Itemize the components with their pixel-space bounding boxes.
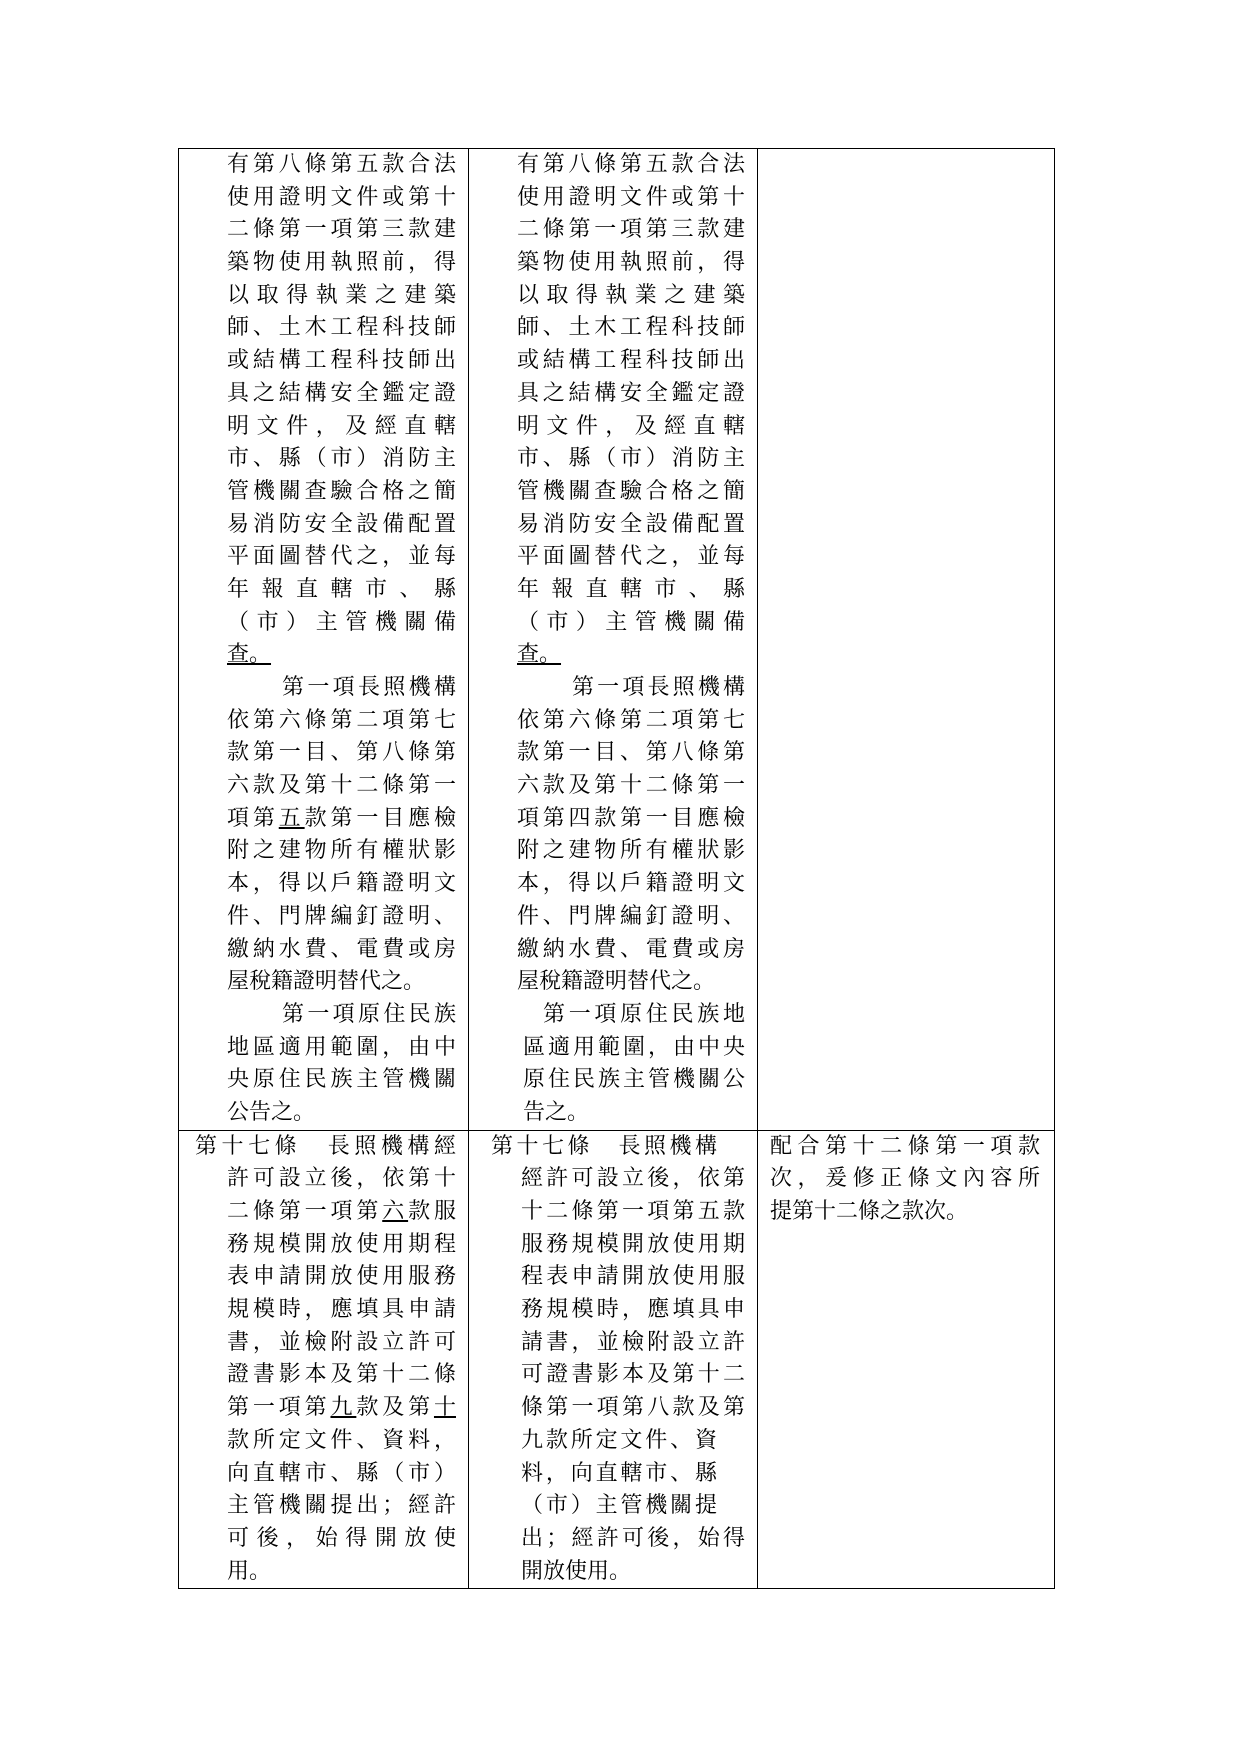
text-line: 原住民族主管機關公 (523, 1067, 745, 1093)
text-line: 明文件，及經直轄 (227, 413, 456, 439)
text-line: 易消防安全設備配置 (227, 511, 456, 537)
text-line: 件、門牌編釘證明、 (227, 903, 456, 929)
text-line: （市）主管機關備 (517, 609, 745, 635)
text-line: 證書影本及第十二條 (227, 1362, 456, 1388)
amended-text-cell (179, 1130, 469, 1589)
text-line: 書，並檢附設立許可 (227, 1329, 456, 1355)
text-line: 依第六條第二項第七 (227, 707, 456, 733)
text-line: 次，爰修正條文內容所 (770, 1166, 1040, 1192)
text-line: 本，得以戶籍證明文 (227, 871, 456, 897)
paragraph-start-line: 第一項長照機構 (282, 675, 456, 700)
current-text-cell (469, 1130, 758, 1589)
text-line: 主管機關提出；經許 (227, 1493, 456, 1519)
amended-underline: 九 (330, 1395, 357, 1421)
paragraph-start-line: 第一項長照機構 (572, 675, 745, 700)
text-line: 師、土木工程科技師 (517, 315, 745, 341)
text-line: 九款所定文件、資 (521, 1427, 717, 1453)
text-line: 料，向直轄市、縣 (521, 1460, 717, 1486)
text-line: 地區適用範圍，由中 (227, 1034, 456, 1060)
text-line: 二條第一項第三款建 (227, 217, 456, 243)
text-line: 有第八條第五款合法 (517, 152, 745, 177)
paragraph-start-line: 第一項原住民族地 (543, 1001, 745, 1027)
amendment-comparison-table (178, 148, 1055, 1589)
text-line: 師、土木工程科技師 (227, 315, 456, 341)
table-row (179, 149, 1055, 1131)
text-line: 平面圖替代之，並每 (517, 544, 745, 570)
text-line: 築物使用執照前，得 (517, 250, 745, 276)
text-line: 條第一項第八款及第 (521, 1395, 745, 1421)
text-line: 向直轄市、縣（市） (227, 1460, 456, 1486)
text-line: 或結構工程科技師出 (517, 348, 745, 374)
text-line: 屋稅籍證明替代之。 (517, 969, 716, 995)
text-line: 許可設立後，依第十 (227, 1166, 456, 1192)
text-line: 管機關查驗合格之簡 (517, 478, 745, 504)
amended-underline: 五 (278, 805, 305, 831)
amended-underline: 十 (433, 1395, 456, 1421)
text-line: 繳納水費、電費或房 (227, 936, 456, 962)
text-line: 附之建物所有權狀影 (227, 838, 456, 864)
text-line: 區適用範圍，由中央 (523, 1034, 745, 1060)
text-line: 繳納水費、電費或房 (517, 936, 745, 962)
article-heading-line: 第十七條 長照機構 (491, 1133, 717, 1159)
amended-text-cell (179, 149, 469, 1131)
text-line: 可後，始得開放使 (227, 1525, 456, 1551)
paragraph-start-line: 第一項原住民族 (282, 1001, 456, 1027)
text-line: 表申請開放使用服務 (227, 1264, 456, 1290)
text-line: 依第六條第二項第七 (517, 707, 745, 733)
current-text-cell (469, 149, 758, 1131)
text-line: 件、門牌編釘證明、 (517, 903, 745, 929)
text-line: 使用證明文件或第十 (227, 184, 456, 210)
text-line: 務規模時，應填具申 (521, 1297, 745, 1323)
text-line: （市）主管機關備 (227, 609, 456, 635)
text-line: 管機關查驗合格之簡 (227, 478, 456, 504)
article-heading-line: 第十七條 長照機構經 (195, 1133, 456, 1159)
text-line: 或結構工程科技師出 (227, 348, 456, 374)
text-line: 配合第十二條第一項款 (770, 1133, 1040, 1159)
table-row (179, 1130, 1055, 1589)
text-line: 程表申請開放使用服 (521, 1264, 745, 1290)
amended-underline: 六 (382, 1199, 409, 1224)
text-line: （市）主管機關提 (521, 1493, 717, 1519)
text-line: 公告之。 (227, 1099, 316, 1125)
text-line: 開放使用。 (521, 1558, 632, 1584)
text-line: 以取得執業之建築 (517, 282, 745, 308)
text-line: 提第十二條之款次。 (770, 1199, 969, 1224)
text-line: 有第八條第五款合法 (227, 152, 456, 177)
explanation-cell (758, 149, 1055, 1131)
text-line: 查。 (227, 642, 272, 668)
text-line: 項第五款第一目應檢 (227, 805, 456, 831)
text-line: 可證書影本及第十二 (521, 1362, 745, 1388)
text-line: 務規模開放使用期程 (227, 1231, 456, 1257)
text-line: 款第一目、第八條第 (227, 740, 456, 766)
text-line: 屋稅籍證明替代之。 (227, 969, 426, 995)
text-line: 用。 (227, 1558, 272, 1584)
text-line: 央原住民族主管機關 (227, 1067, 456, 1093)
explanation-cell (758, 1130, 1055, 1589)
text-line: 項第四款第一目應檢 (517, 805, 745, 831)
text-line: 出；經許可後，始得 (521, 1525, 745, 1551)
text-line: 規模時，應填具申請 (227, 1297, 456, 1323)
text-line: 二條第一項第六款服 (227, 1199, 456, 1224)
text-line: 款所定文件、資料， (227, 1427, 456, 1453)
text-line: 服務規模開放使用期 (521, 1231, 745, 1257)
text-line: 六款及第十二條第一 (227, 773, 456, 799)
text-line: 二條第一項第三款建 (517, 217, 745, 243)
text-line: 以取得執業之建築 (227, 282, 456, 308)
text-line: 年報直轄市、縣 (227, 576, 456, 602)
text-line: 易消防安全設備配置 (517, 511, 745, 537)
text-line: 查。 (517, 642, 562, 668)
text-line: 第一項第九款及第十 (227, 1395, 456, 1421)
text-line: 具之結構安全鑑定證 (517, 380, 745, 406)
text-line: 使用證明文件或第十 (517, 184, 745, 210)
text-line: 經許可設立後，依第 (521, 1166, 745, 1192)
text-line: 明文件，及經直轄 (517, 413, 745, 439)
text-line: 六款及第十二條第一 (517, 773, 745, 799)
text-line: 本，得以戶籍證明文 (517, 871, 745, 897)
text-line: 平面圖替代之，並每 (227, 544, 456, 570)
text-line: 市、縣（市）消防主 (517, 446, 745, 472)
text-line: 款第一目、第八條第 (517, 740, 745, 766)
text-line: 告之。 (523, 1099, 590, 1125)
text-line: 築物使用執照前，得 (227, 250, 456, 276)
text-line: 請書，並檢附設立許 (521, 1329, 745, 1355)
text-line: 市、縣（市）消防主 (227, 446, 456, 472)
text-line: 具之結構安全鑑定證 (227, 380, 456, 406)
text-line: 年報直轄市、縣 (517, 576, 745, 602)
text-line: 附之建物所有權狀影 (517, 838, 745, 864)
text-line: 十二條第一項第五款 (521, 1199, 745, 1224)
